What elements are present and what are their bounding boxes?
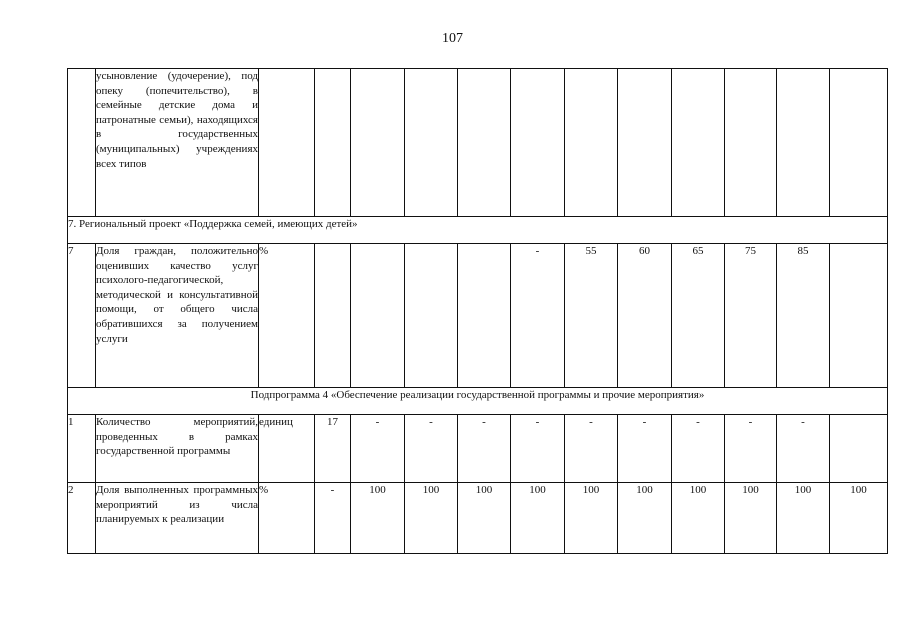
value-cell: -	[405, 415, 458, 483]
value-cell	[830, 244, 888, 388]
indicator-name-cell: Доля выполненных программных мероприятий из числа планируемых к реализации	[96, 483, 259, 554]
unit-cell: %	[259, 244, 315, 388]
value-cell	[405, 244, 458, 388]
value-cell: -	[672, 415, 725, 483]
page-number: 107	[442, 31, 463, 46]
value-cell: 75	[725, 244, 777, 388]
value-cell: 100	[725, 483, 777, 554]
value-cell: -	[458, 415, 511, 483]
value-cell	[672, 69, 725, 217]
value-cell: 65	[672, 244, 725, 388]
value-cell: -	[777, 415, 830, 483]
value-cell: -	[351, 415, 405, 483]
unit-cell	[259, 69, 315, 217]
value-cell	[351, 244, 405, 388]
value-cell: 100	[351, 483, 405, 554]
row-number-cell: 1	[68, 415, 96, 483]
value-cell: 100	[830, 483, 888, 554]
value-cell	[458, 69, 511, 217]
value-cell	[618, 69, 672, 217]
value-cell: -	[618, 415, 672, 483]
section-title: 7. Региональный проект «Поддержка семей, имеющих детей»	[68, 217, 888, 244]
value-cell	[351, 69, 405, 217]
row-number-cell: 2	[68, 483, 96, 554]
table-row	[68, 69, 888, 217]
indicator-name-cell: Количество мероприятий, проведенных в рамках государственной программы	[96, 415, 259, 483]
table-row	[68, 244, 888, 388]
unit-cell: единиц	[259, 415, 315, 483]
indicator-name-cell: Доля граждан, положительно оценивших качество услуг психолого-педагогической, методической и консультативной помощи, от общего числа обратившихся за получением услуги	[96, 244, 259, 388]
table-row	[68, 415, 888, 483]
value-cell	[405, 69, 458, 217]
section-header-row	[68, 217, 888, 244]
value-cell	[315, 69, 351, 217]
value-cell: -	[511, 244, 565, 388]
value-cell: 100	[405, 483, 458, 554]
value-cell: 100	[511, 483, 565, 554]
value-cell: 100	[565, 483, 618, 554]
value-cell: 60	[618, 244, 672, 388]
value-cell	[565, 69, 618, 217]
table-row	[68, 483, 888, 554]
indicator-name-cell: усыновление (удочерение), под опеку (попечительство), в семейные детские дома и патронатные семьи), находящихся в государственных (муниципальных) учреждениях всех типов	[96, 69, 259, 217]
value-cell	[511, 69, 565, 217]
value-cell	[830, 415, 888, 483]
value-cell: 100	[618, 483, 672, 554]
unit-cell: %	[259, 483, 315, 554]
indicators-table	[67, 68, 888, 554]
value-cell: -	[565, 415, 618, 483]
section-title: Подпрограмма 4 «Обеспечение реализации государственной программы и прочие мероприятия»	[68, 388, 888, 415]
row-number-cell: 7	[68, 244, 96, 388]
value-cell: 100	[458, 483, 511, 554]
value-cell	[777, 69, 830, 217]
value-cell: -	[315, 483, 351, 554]
value-cell	[458, 244, 511, 388]
value-cell: 100	[777, 483, 830, 554]
value-cell	[830, 69, 888, 217]
row-number-cell	[68, 69, 96, 217]
value-cell	[725, 69, 777, 217]
value-cell: -	[725, 415, 777, 483]
value-cell: 55	[565, 244, 618, 388]
value-cell: 17	[315, 415, 351, 483]
section-header-row	[68, 388, 888, 415]
value-cell: -	[511, 415, 565, 483]
value-cell	[315, 244, 351, 388]
value-cell: 85	[777, 244, 830, 388]
value-cell: 100	[672, 483, 725, 554]
